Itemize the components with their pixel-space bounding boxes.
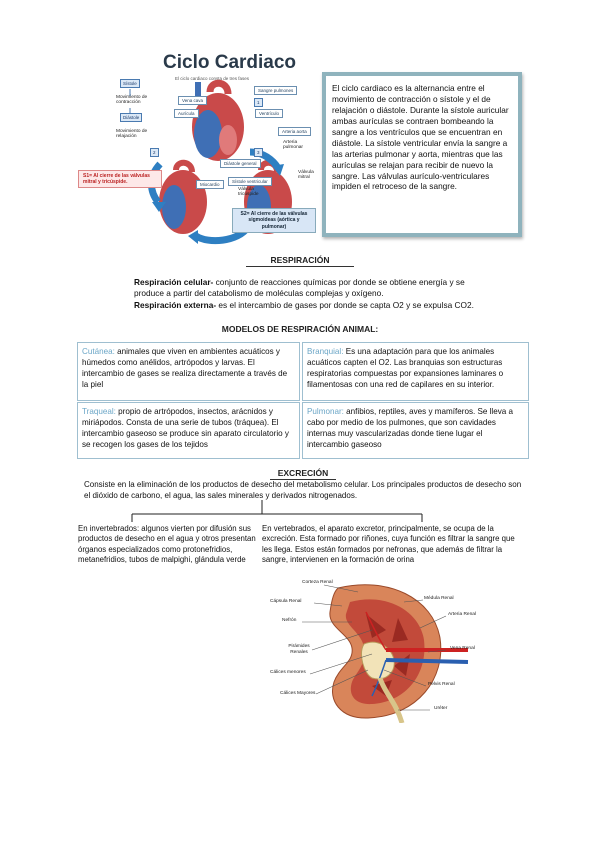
cardiac-cycle-figure xyxy=(78,52,323,264)
kidney-label-nefron: Nefrón xyxy=(282,618,297,623)
label-arteria-aorta: Arteria aorta xyxy=(278,127,311,136)
label-miocardio: Miocardio xyxy=(196,180,224,189)
heart-top xyxy=(192,82,244,161)
kidney-label-arteria: Arteria Renal xyxy=(448,612,476,617)
cardiac-info-box: El ciclo cardiaco es la alternancia entre el movimiento de contracción o sístole y el de relajación o diástole. Durante la sístole auricular ambas aurículas se contraen bombeando la sangre a los ventrículos que se encuentran en diástole. La sístole ventricular envía la sangre a las arterias pulmonar y aorta, mientras que las aurículas se relajan para recibir de nuevo la sangre. Las válvulas aurículo-ventriculares impiden el retroceso de la sangre. xyxy=(322,72,522,237)
model-branquial xyxy=(302,342,529,401)
respiracion-celular xyxy=(134,277,479,299)
model-traqueal-text: propio de artrópodos, insectos, arácnidos y miriápodos. Consta de una serie de tubos (tráquea). El intercambio gaseoso se produce sin aparato circulatorio y se recogen los gases de los tejidos xyxy=(82,407,289,450)
model-cutanea-text: animales que viven en ambientes acuáticos y húmedos como anélidos, artrópodos y larvas. El intercambio de gases se realiza directamente a través de la piel xyxy=(82,347,288,390)
label-mov-contraccion: Movimiento de contracción xyxy=(116,95,148,106)
model-branquial-term: Branquial: xyxy=(307,347,344,356)
label-sistole: Sístole xyxy=(120,79,140,88)
kidney-label-calices-mayores: Cálices Mayores xyxy=(280,691,316,696)
label-arteria-pulmonar: Arteria pulmonar xyxy=(283,140,303,151)
model-traqueal-term: Traqueal: xyxy=(82,407,116,416)
label-diastole-left: Diástole xyxy=(120,113,142,122)
kidney-label-medula: Médula Renal xyxy=(424,596,454,601)
excrecion-vertebrados: En vertebrados, el aparato excretor, principalmente, se ocupa de la excreción. Esta formado por riñones, cuya función es filtrar la sangre que les llega. Estos están formados por nefronas, que además de filtrar la sangre, intervienen en la formación de orina xyxy=(262,524,515,565)
kidney-label-corteza: Corteza Renal xyxy=(302,580,333,585)
label-valvula-tricuspide: Válvula tricúspide xyxy=(238,187,259,198)
respiracion-underline xyxy=(246,266,354,267)
model-pulmonar-term: Pulmonar: xyxy=(307,407,344,416)
model-cutanea-term: Cutánea: xyxy=(82,347,115,356)
kidney-label-pelvis: Pelvis Renal xyxy=(428,682,455,687)
kidney-label-piramides: Pirámides Renales xyxy=(288,644,310,655)
label-valvula-mitral: Válvula mitral xyxy=(298,170,314,181)
model-traqueal xyxy=(77,402,300,459)
label-mov-relajacion: Movimiento de relajación xyxy=(116,129,148,140)
respiracion-celular-term: Respiración celular- xyxy=(134,277,214,287)
model-pulmonar-text: anfibios, reptiles, aves y mamíferos. Se lleva a cabo por medio de los pulmones, que son cavidades internas muy vascularizadas donde tiene lugar el intercambio gaseoso xyxy=(307,407,514,450)
phase-number-3: 3 xyxy=(254,148,263,157)
label-auricula: Aurícula xyxy=(174,109,199,118)
excrecion-intro: Consiste en la eliminación de los productos de desecho del metabolismo celular. Los principales productos de desecho son el dióxido de carbono, el agua, las sales minerales y derivados nitrogenados. xyxy=(84,480,522,500)
respiracion-externa-term: Respiración externa- xyxy=(134,300,217,310)
respiracion-externa-text: es el intercambio de gases por donde se capta O2 y se expulsa CO2. xyxy=(216,300,474,310)
kidney-label-vena: Vena Renal xyxy=(450,646,475,651)
label-ventriculo: Ventrículo xyxy=(255,109,283,118)
label-sangre-pulmones: Sangre pulmones xyxy=(254,86,297,95)
excrecion-tree-connector xyxy=(0,500,600,526)
heart-left xyxy=(159,163,207,234)
kidney-figure xyxy=(268,578,500,723)
model-cutanea xyxy=(77,342,300,401)
label-sistole-ventricular: Sístole ventricular xyxy=(228,177,272,186)
s1-note: S1= Al cierre de las válvulas mitral y tricúspide. xyxy=(78,170,162,188)
kidney-label-capsula: Cápsula Renal xyxy=(270,599,302,604)
cardiac-subtitle: El ciclo cardiaco consta de tres fases xyxy=(175,76,250,81)
kidney-label-calices-menores: Cálices menores xyxy=(270,670,306,675)
cardiac-title: Ciclo Cardiaco xyxy=(163,52,297,73)
phase-number-2: 2 xyxy=(150,148,159,157)
excrecion-invertebrados: En invertebrados: algunos vierten por difusión sus productos de desecho en el agua y otros presentan órganos especializados como protonefridios, metanefridios, tubos de malpighi, glándula verde xyxy=(78,524,256,565)
respiracion-externa xyxy=(134,300,479,311)
label-diastole-general: Diástole general xyxy=(220,159,261,168)
excrecion-heading: EXCRECIÓN xyxy=(277,468,329,478)
respiracion-heading: RESPIRACIÓN xyxy=(270,255,330,265)
model-branquial-text: Es una adaptación para que los animales acuáticos capten el O2. Las branquias son estructuras respiratorias compuestas por expansiones laminares o filamentosas con una red de capilares en su interior. xyxy=(307,347,504,390)
respiracion-celular-text: conjunto de reacciones químicas por donde se obtiene energía y se produce a partir del catabolismo de moléculas complejas y oxígeno. xyxy=(134,277,465,299)
label-vena-cava: Vena cava xyxy=(178,96,207,105)
models-heading: MODELOS DE RESPIRACIÓN ANIMAL: xyxy=(221,324,379,334)
model-pulmonar xyxy=(302,402,529,459)
phase-number-1: 1 xyxy=(254,98,263,107)
kidney-label-ureter: Uréter xyxy=(434,706,448,711)
s2-note: S2= Al cierre de las válvulas sigmoideas (aórtica y pulmonar) xyxy=(232,208,316,233)
